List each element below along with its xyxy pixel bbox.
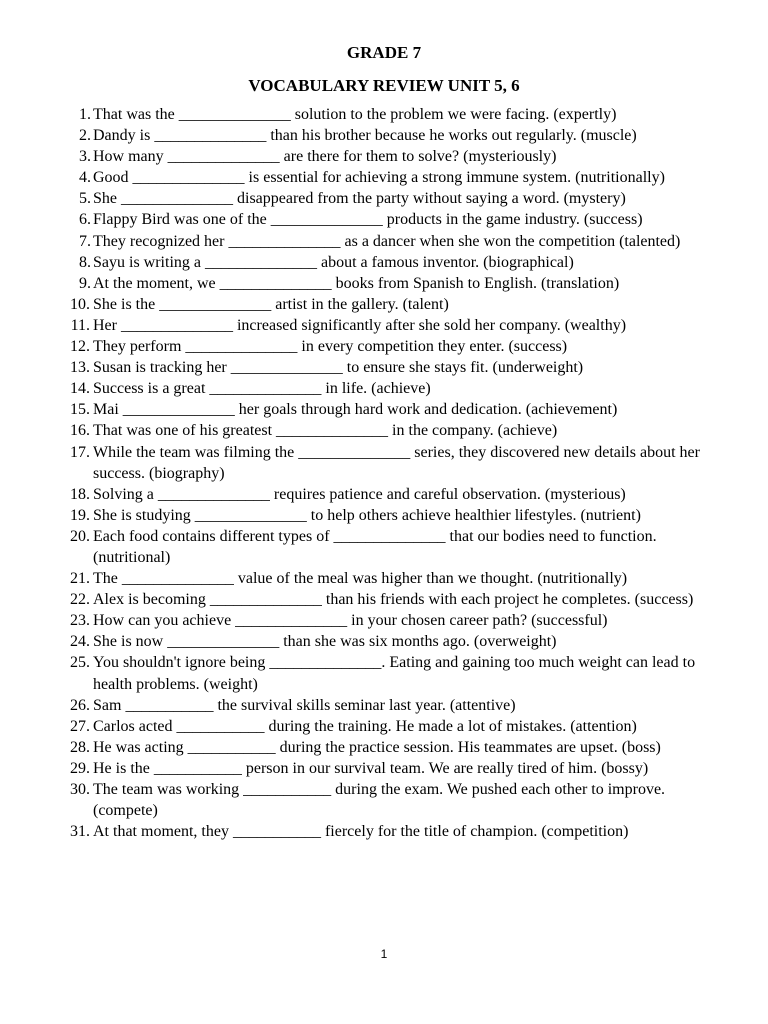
question-number: 4. xyxy=(79,169,91,187)
question-text: She is studying ______________ to help others achieve healthier lifestyles. (nutrient) xyxy=(93,506,641,524)
question-text: How many ______________ are there for them to solve? (mysteriously) xyxy=(93,148,557,166)
question-item xyxy=(0,821,768,842)
question-item xyxy=(0,294,768,315)
question-text: Susan is tracking her ______________ to ensure she stays fit. (underweight) xyxy=(93,359,584,377)
question-item xyxy=(0,610,768,631)
question-number: 3. xyxy=(79,148,91,166)
question-text: While the team was filming the ______________ series, they discovered new details about her success. (biography) xyxy=(93,443,700,482)
question-text: Sam ___________ the survival skills seminar last year. (attentive) xyxy=(93,696,516,714)
question-number: 20. xyxy=(70,527,90,545)
question-text: At the moment, we ______________ books from Spanish to English. (translation) xyxy=(93,274,620,292)
question-number: 22. xyxy=(70,591,90,609)
question-item xyxy=(0,779,768,821)
question-item xyxy=(0,231,768,252)
question-list xyxy=(0,104,768,842)
question-text: Dandy is ______________ than his brother because he works out regularly. (muscle) xyxy=(93,127,637,145)
question-item xyxy=(0,589,768,610)
grade-heading: GRADE 7 xyxy=(346,43,422,62)
question-text: Each food contains different types of ______________ that our bodies need to function. (nutritional) xyxy=(93,527,657,566)
question-number: 23. xyxy=(70,612,90,630)
question-item xyxy=(0,484,768,505)
question-item xyxy=(0,378,768,399)
question-number: 16. xyxy=(70,422,90,440)
question-item xyxy=(0,104,768,125)
question-number: 8. xyxy=(79,253,91,271)
question-item xyxy=(0,758,768,779)
question-number: 14. xyxy=(70,380,90,398)
question-text: You shouldn't ignore being ______________. Eating and gaining too much weight can lead to health problems. (weight) xyxy=(93,654,696,693)
question-item xyxy=(0,420,768,441)
question-text: Flappy Bird was one of the ______________ products in the game industry. (success) xyxy=(93,211,643,229)
page-number: 1 xyxy=(380,947,388,961)
question-number: 30. xyxy=(70,781,90,798)
question-item xyxy=(0,188,768,209)
question-text: Success is a great ______________ in life. (achieve) xyxy=(93,380,431,398)
question-number: 7. xyxy=(79,232,91,250)
question-number: 18. xyxy=(70,485,90,503)
question-number: 21. xyxy=(70,570,90,588)
question-number: 5. xyxy=(79,190,91,208)
question-text: Sayu is writing a ______________ about a famous inventor. (biographical) xyxy=(93,253,574,271)
question-item xyxy=(0,273,768,294)
question-text: Alex is becoming ______________ than his friends with each project he completes. (success) xyxy=(93,591,694,609)
question-number: 9. xyxy=(79,274,91,292)
question-number: 6. xyxy=(79,211,91,229)
question-text: She is the ______________ artist in the gallery. (talent) xyxy=(93,295,449,313)
question-text: The team was working ___________ during the exam. We pushed each other to improve. (compete) xyxy=(93,781,666,820)
question-item xyxy=(0,695,768,716)
question-number: 15. xyxy=(70,401,90,419)
question-item xyxy=(0,526,768,568)
question-item xyxy=(0,315,768,336)
question-number: 28. xyxy=(70,738,90,756)
question-item xyxy=(0,442,768,484)
question-text: She is now ______________ than she was six months ago. (overweight) xyxy=(93,633,557,651)
question-text: Good ______________ is essential for achieving a strong immune system. (nutritionally) xyxy=(93,169,665,187)
question-item xyxy=(0,336,768,357)
question-number: 27. xyxy=(70,717,90,735)
question-number: 11. xyxy=(70,316,90,334)
question-number: 12. xyxy=(70,338,90,356)
question-text: He is the ___________ person in our survival team. We are really tired of him. (bossy) xyxy=(93,759,649,777)
question-item xyxy=(0,631,768,652)
question-text: They recognized her ______________ as a dancer when she won the competition (talented) xyxy=(93,232,681,250)
question-number: 24. xyxy=(70,633,90,651)
question-item xyxy=(0,167,768,188)
question-text: That was the ______________ solution to the problem we were facing. (expertly) xyxy=(93,106,617,123)
question-item xyxy=(0,716,768,737)
question-number: 2. xyxy=(79,127,91,145)
question-text: How can you achieve ______________ in your chosen career path? (successful) xyxy=(93,612,608,630)
question-text: Mai ______________ her goals through hard work and dedication. (achievement) xyxy=(93,401,618,419)
question-number: 17. xyxy=(70,443,90,461)
question-text: The ______________ value of the meal was higher than we thought. (nutritionally) xyxy=(93,570,628,588)
question-number: 13. xyxy=(70,359,90,377)
question-number: 1. xyxy=(79,106,91,123)
question-text: At that moment, they ___________ fiercely for the title of champion. (competition) xyxy=(93,823,629,841)
question-item xyxy=(0,505,768,526)
question-number: 29. xyxy=(70,759,90,777)
question-item xyxy=(0,399,768,420)
question-text: She ______________ disappeared from the party without saying a word. (mystery) xyxy=(93,190,626,208)
question-number: 10. xyxy=(70,295,90,313)
question-item xyxy=(0,357,768,378)
question-item xyxy=(0,568,768,589)
question-text: Solving a ______________ requires patience and careful observation. (mysterious) xyxy=(93,485,626,503)
question-number: 19. xyxy=(70,506,90,524)
question-item xyxy=(0,737,768,758)
question-text: Carlos acted ___________ during the training. He made a lot of mistakes. (attention) xyxy=(93,717,637,735)
question-number: 26. xyxy=(70,696,90,714)
question-text: They perform ______________ in every competition they enter. (success) xyxy=(93,338,568,356)
question-text: That was one of his greatest ______________ in the company. (achieve) xyxy=(93,422,558,440)
question-item xyxy=(0,252,768,273)
question-item xyxy=(0,146,768,167)
question-item xyxy=(0,125,768,146)
question-item xyxy=(0,652,768,694)
question-item xyxy=(0,209,768,230)
question-text: He was acting ___________ during the practice session. His teammates are upset. (boss) xyxy=(93,738,661,756)
worksheet-title: VOCABULARY REVIEW UNIT 5, 6 xyxy=(248,76,520,95)
question-number: 25. xyxy=(70,654,90,672)
question-number: 31. xyxy=(70,823,90,841)
question-text: Her ______________ increased significantly after she sold her company. (wealthy) xyxy=(93,316,627,334)
